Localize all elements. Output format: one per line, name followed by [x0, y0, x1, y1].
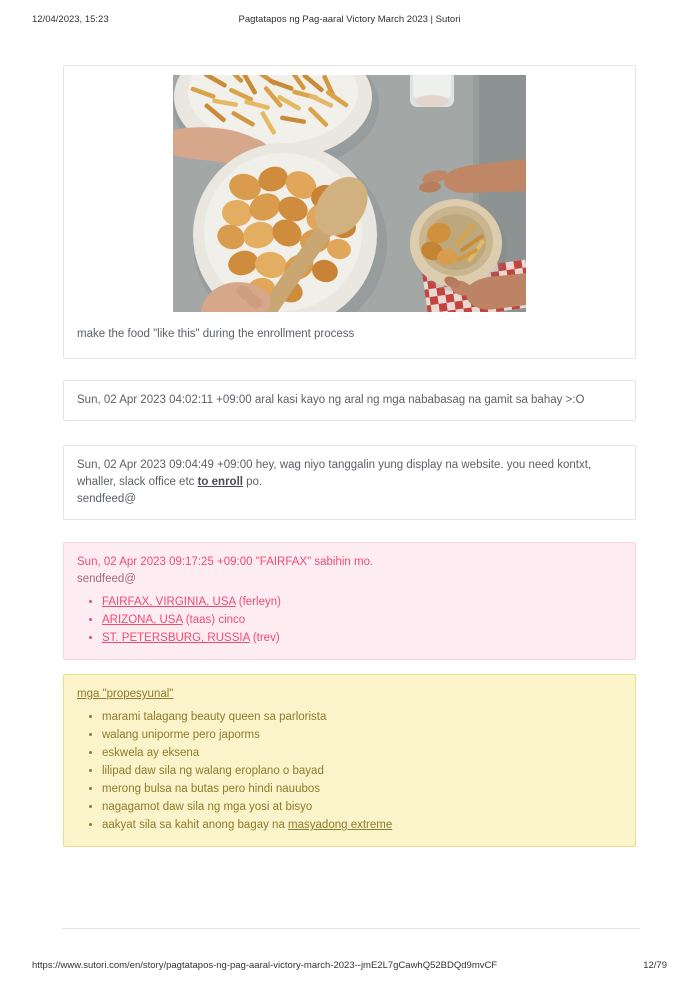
- list-item: • eskwela ay eksena: [102, 745, 622, 762]
- yellow-card-title: [77, 686, 622, 703]
- propesyunal-link[interactable]: mga "propesyunal": [77, 688, 174, 700]
- story-content: [63, 65, 636, 847]
- image-caption: make the food "like this" during the enrollment process: [77, 328, 355, 340]
- print-footer: [32, 960, 667, 971]
- print-header: [32, 14, 667, 28]
- message-text: Sun, 02 Apr 2023 04:02:11 +09:00 aral kasi kayo ng aral ng mga nababasag na gamit sa bahay >:O: [77, 394, 585, 406]
- to-enroll-link[interactable]: to enroll: [197, 476, 243, 488]
- list-item-suffix: (taas) cinco: [182, 614, 246, 626]
- list-item: • lilipad daw sila ng walang eroplano o bayad: [102, 763, 622, 780]
- story-card-pink: [63, 542, 636, 660]
- food-photo: [173, 75, 526, 312]
- list-item: • marami talagang beauty queen sa parlorista: [102, 709, 622, 726]
- list-item: [102, 612, 622, 629]
- footer-divider: [62, 928, 640, 929]
- location-list: [77, 594, 622, 647]
- print-page-title: Pagtatapos ng Pag-aaral Victory March 2023 | Sutori: [238, 14, 461, 25]
- list-item: [102, 817, 622, 834]
- list-item: • merong bulsa na butas pero hindi nauubos: [102, 781, 622, 798]
- print-datetime: 12/04/2023, 15:23: [32, 14, 109, 25]
- story-card-message-1: [63, 380, 636, 421]
- story-card-message-2: [63, 445, 636, 520]
- print-url: https://www.sutori.com/en/story/pagtatapos-ng-pag-aaral-victory-march-2023--jmE2L7gCawhQ52BDQd9mvCF: [32, 960, 498, 971]
- list-item-suffix: (ferleyn): [235, 596, 281, 608]
- page-number: 12/79: [643, 960, 667, 971]
- propesyunal-list: [77, 709, 622, 834]
- list-item-prefix: aakyat sila sa kahit anong bagay na: [102, 819, 289, 831]
- story-card-image: [63, 65, 636, 359]
- story-card-yellow: [63, 674, 636, 847]
- list-item: [102, 630, 622, 647]
- pink-card-sender: sendfeed@: [77, 573, 136, 585]
- location-link-fairfax[interactable]: FAIRFAX, VIRGINIA, USA: [102, 596, 236, 608]
- location-link-arizona[interactable]: ARIZONA, USA: [102, 614, 183, 626]
- list-item: • nagagamot daw sila ng mga yosi at bisyo: [102, 799, 622, 816]
- pink-card-title: Sun, 02 Apr 2023 09:17:25 +09:00 "FAIRFAX" sabihin mo.: [77, 556, 374, 568]
- message-sender: sendfeed@: [77, 493, 136, 505]
- list-item: • walang uniporme pero japorms: [102, 727, 622, 744]
- location-link-st-petersburg[interactable]: ST. PETERSBURG, RUSSIA: [102, 632, 250, 644]
- list-item-suffix: (trev): [249, 632, 280, 644]
- list-item: [102, 594, 622, 611]
- message-text-before-link: Sun, 02 Apr 2023 09:04:49 +09:00 hey, wag niyo tanggalin yung display na website. you need kontxt, whaller, slack office etc: [77, 459, 592, 488]
- message-text-after-link: po.: [242, 476, 263, 488]
- masyadong-extreme-link[interactable]: masyadong extreme: [288, 819, 393, 831]
- message-text: [77, 457, 622, 491]
